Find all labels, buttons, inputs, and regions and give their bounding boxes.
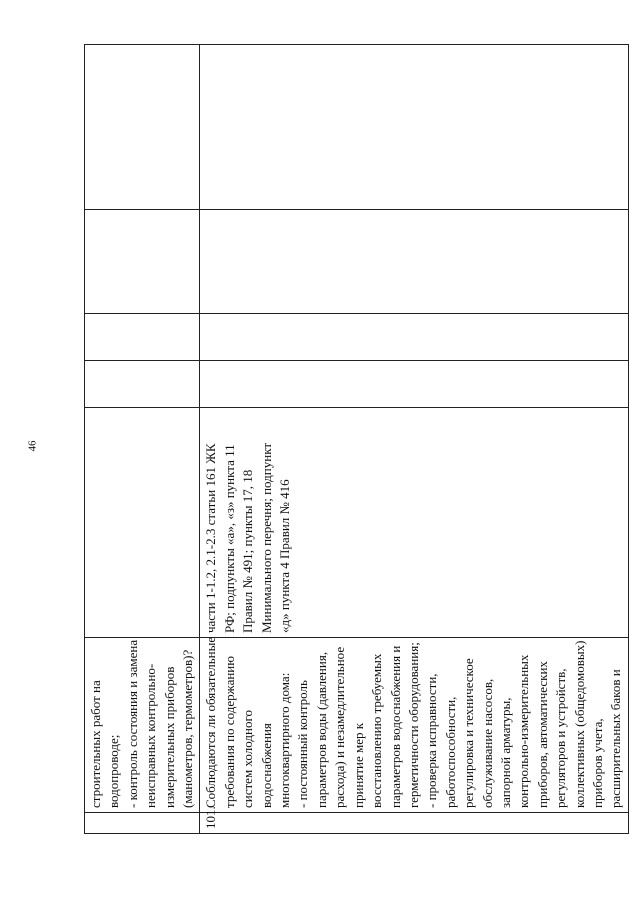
reference-line: «д» пункта 4 Правил № 416 — [277, 479, 293, 633]
question-line: (манометров, термометров)? — [180, 649, 196, 808]
question-line: расширительных баков и — [608, 669, 624, 808]
reference-cell — [85, 408, 200, 638]
question-line: параметров воды (давления, — [313, 651, 329, 808]
question-line: - постоянный контроль — [295, 680, 311, 808]
row-number-cell — [85, 813, 200, 834]
reference-line: Минимального перечня; подпункт — [258, 442, 274, 633]
answer-yes-cell — [200, 361, 628, 408]
question-line: регулировка и техническое — [461, 658, 477, 808]
answer-yes-cell — [85, 361, 200, 408]
reference-line: РФ; подпункты «а», «з» пункта 11 — [221, 444, 237, 633]
reference-line: части 1-1.2, 2.1-2.3 статьи 161 ЖК — [203, 443, 219, 633]
answer-no-cell — [85, 314, 200, 361]
question-line: контрольно-измерительных — [516, 654, 532, 808]
question-line: Соблюдаются ли обязательные — [203, 636, 219, 808]
question-cell — [200, 638, 628, 813]
question-line: приборов учета, — [589, 718, 605, 808]
reference-line: Правил № 491; пункты 17, 18 — [240, 469, 256, 633]
question-line: расхода) и незамедлительное — [332, 646, 348, 808]
question-line: измерительных приборов — [161, 666, 177, 808]
question-line: обслуживание насосов, — [479, 678, 495, 808]
question-line: восстановлению требуемых — [369, 653, 385, 808]
question-line: требования по содержанию — [221, 656, 237, 808]
question-line: - проверка исправности, — [424, 673, 440, 808]
question-line: водоснабжения — [258, 723, 274, 808]
question-line: запорной арматуры, — [497, 697, 513, 808]
question-line: регуляторов и устройств, — [553, 668, 569, 808]
notes-cell — [200, 45, 628, 210]
question-line: - контроль состояния и замена — [124, 639, 140, 808]
question-line: строительных работ на — [88, 680, 103, 808]
not-applicable-cell — [200, 210, 628, 314]
question-line: систем холодного — [240, 710, 256, 808]
reference-cell — [200, 408, 628, 638]
table-row — [200, 45, 628, 834]
question-line: принятие мер к — [350, 722, 366, 808]
checklist-table-sheet — [84, 45, 624, 834]
question-line: приборов, автоматических — [534, 661, 550, 808]
question-line: водопроводе; — [106, 734, 122, 808]
page-number: 46 — [26, 440, 39, 452]
question-line: работоспособности, — [442, 696, 458, 808]
question-line: параметров водоснабжения и — [387, 645, 403, 808]
question-line: неисправных контрольно- — [143, 663, 159, 808]
question-line: коллективных (общедомовых) — [571, 640, 587, 808]
answer-no-cell — [200, 314, 628, 361]
notes-cell — [85, 45, 200, 210]
question-cell — [85, 638, 200, 813]
not-applicable-cell — [85, 210, 200, 314]
question-line: герметичности оборудования; — [405, 642, 421, 808]
table-row — [85, 45, 200, 834]
row-number-cell: 101. — [200, 813, 628, 834]
checklist-table — [84, 44, 629, 834]
rotated-table-wrapper — [84, 45, 624, 834]
question-line: многоквартирного дома: — [277, 672, 293, 808]
